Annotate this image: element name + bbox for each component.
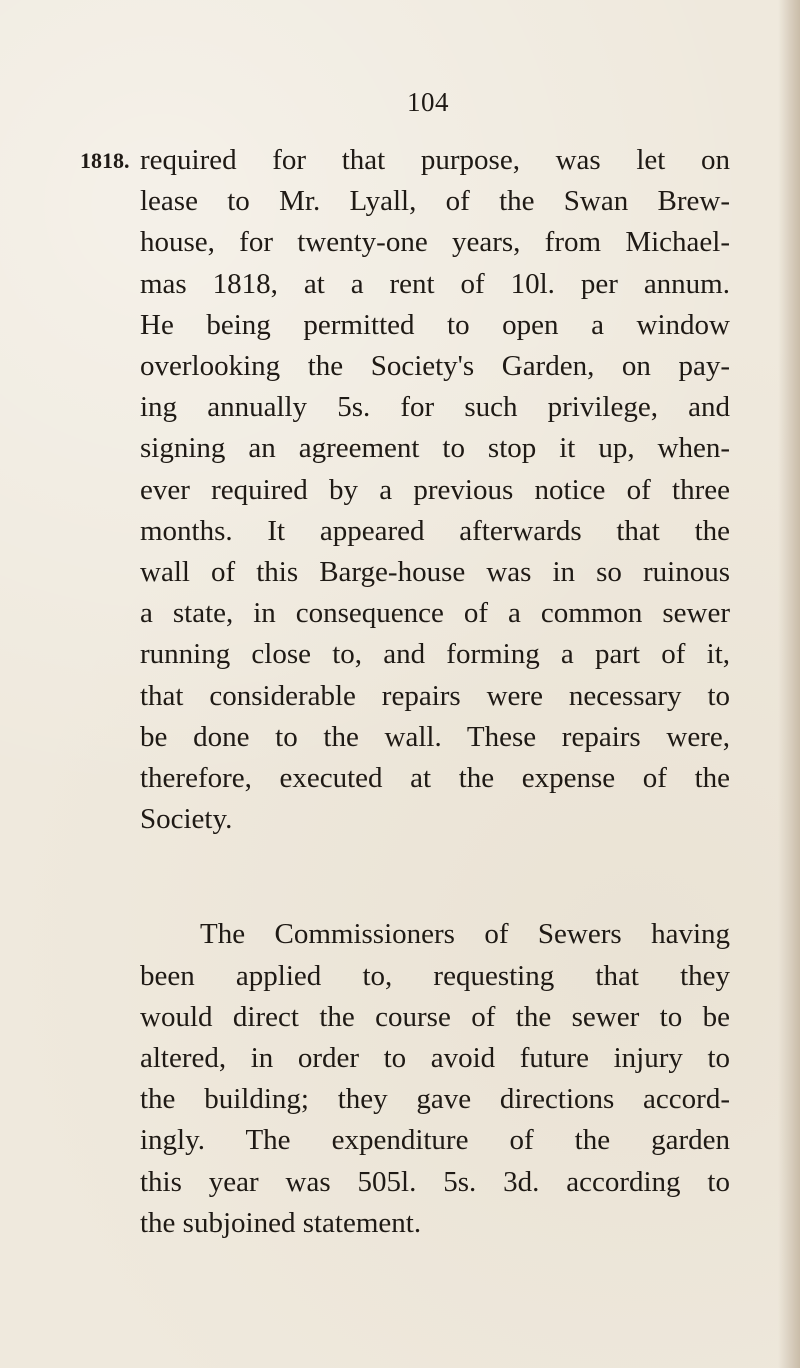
text-line: be done to the wall. These repairs were, [140,720,730,753]
text-line: lease to Mr. Lyall, of the Swan Brew- [140,185,730,218]
text-line: the subjoined statement. [140,1206,422,1239]
text-line: house, for twenty-one years, from Michael- [140,226,730,259]
text-line: He being permitted to open a window [140,308,730,341]
body-text [140,140,730,1244]
text-line: months. It appeared afterwards that the [140,514,730,547]
text-line: ever required by a previous notice of three [140,473,730,506]
text-line: running close to, and forming a part of it, [140,638,730,671]
margin-year: 1818. [80,148,130,173]
text-line: signing an agreement to stop it up, when- [140,432,730,465]
text-line: wall of this Barge-house was in so ruinous [140,556,730,589]
text-line: mas 1818, at a rent of 10l. per annum. [140,267,730,300]
paragraph-2 [140,914,730,1244]
text-line: that considerable repairs were necessary to [140,679,730,712]
text-line: ing annually 5s. for such privilege, and [140,391,730,424]
text-line: altered, in order to avoid future injury to [140,1042,730,1075]
text-line: required for that purpose, was let on [140,144,730,176]
text-line: ingly. The expenditure of the garden [140,1124,730,1157]
paragraph-gap [140,840,730,914]
text-line: The Commissioners of Sewers having [200,918,730,951]
page-number: 104 [407,87,449,117]
text-line: been applied to, requesting that they [140,959,730,992]
text-line: overlooking the Society's Garden, on pay- [140,350,730,383]
text-line: therefore, executed at the expense of the [140,762,730,795]
text-line: the building; they gave directions accord- [140,1083,730,1116]
paragraph-1 [140,140,730,840]
text-line: a state, in consequence of a common sewer [140,597,730,630]
text-line: this year was 505l. 5s. 3d. according to [140,1165,730,1198]
page-edge-shadow [778,0,800,1368]
text-line: would direct the course of the sewer to be [140,1000,730,1033]
text-line: Society. [140,803,233,836]
